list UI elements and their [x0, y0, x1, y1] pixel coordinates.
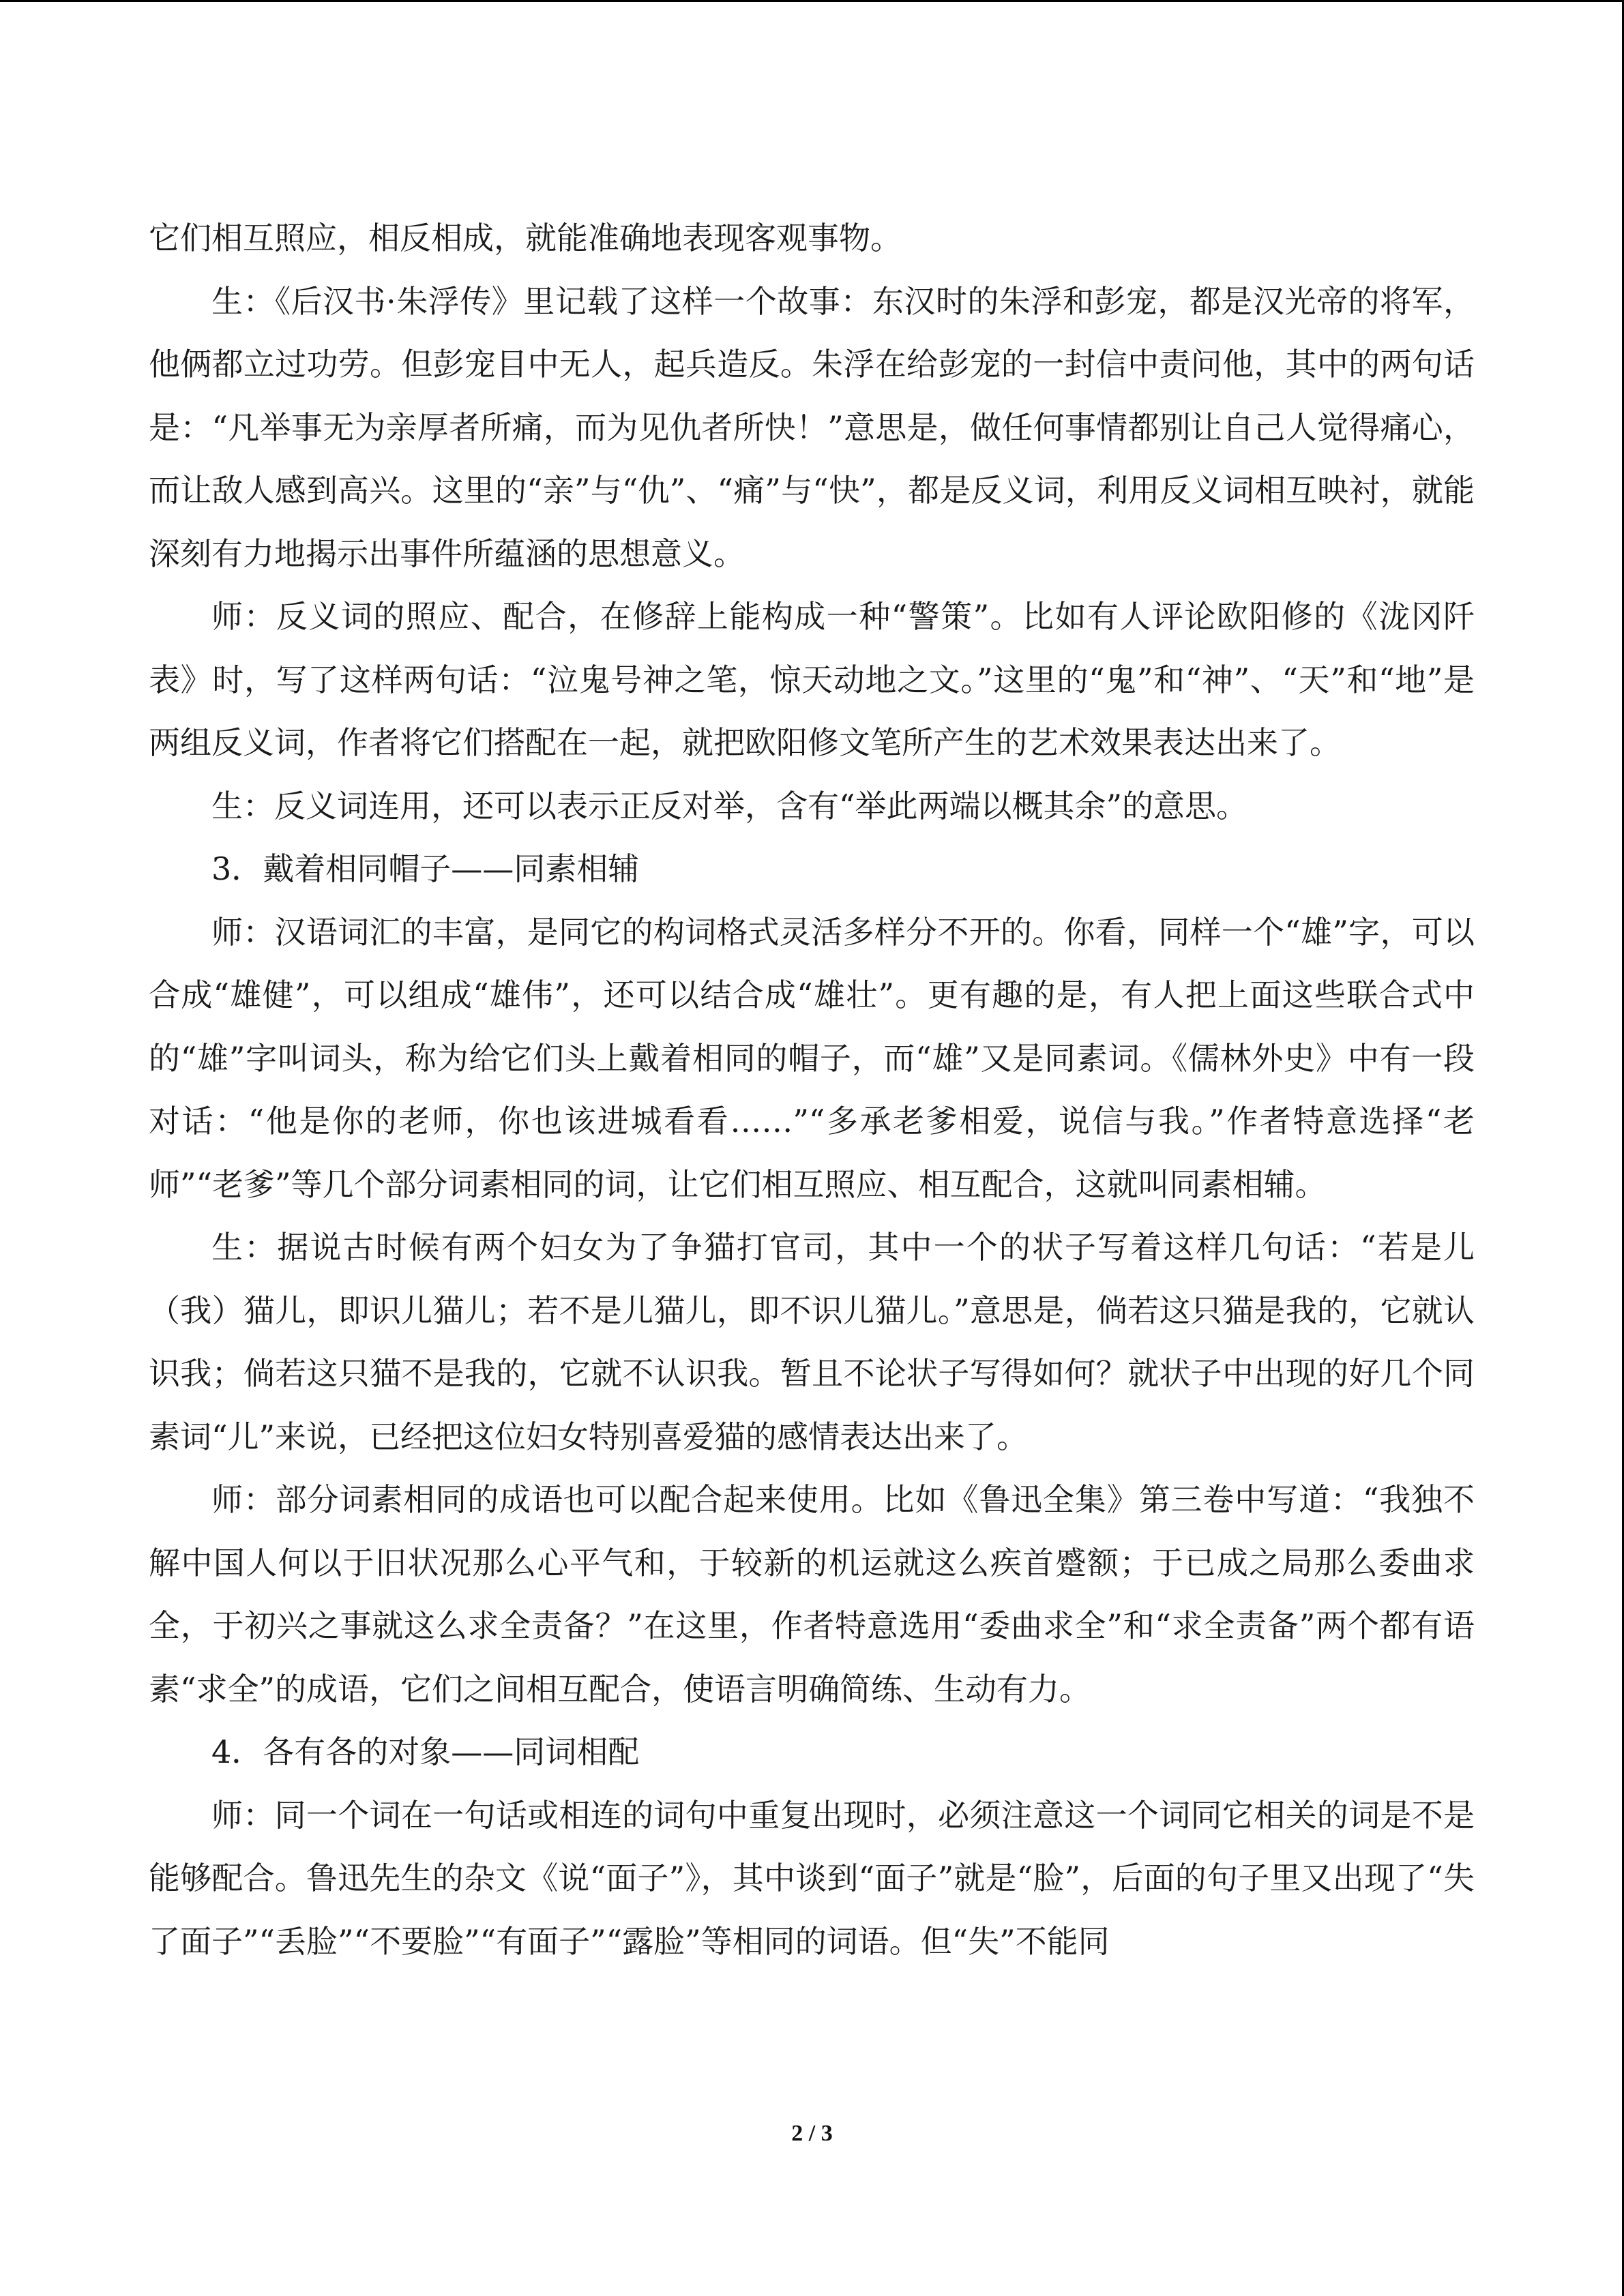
- paragraph-tongci-xiangpei: 师：同一个词在一句话或相连的词句中重复出现时，必须注意这一个词同它相关的词是不是能够配合。鲁迅先生的杂文《说“面子”》，其中谈到“面子”就是“脸”，后面的句子里又出现了“失了面子”“丢脸”“不要脸”“有面子”“露脸”等相同的词语。但“失”不能同: [149, 1796, 1475, 1960]
- paragraph-cat-lawsuit: 生：据说古时候有两个妇女为了争猫打官司，其中一个的状子写着这样几句话：“若是儿（我）猫儿，即识儿猫儿；若不是儿猫儿，即不识儿猫儿。”意思是，倘若这只猫是我的，它就认识我；倘若这只猫不是我的，它就不认识我。暂且不论状子写得如何？就状子中出现的好几个同素词“儿”来说，已经把这位妇女特别喜爱猫的感情表达出来了。: [149, 1229, 1475, 1455]
- section-heading-3: 3．戴着相同帽子——同素相辅: [211, 850, 640, 887]
- document-body: [149, 207, 1475, 1973]
- paragraph-tongsu-xiangfu: 师：汉语词汇的丰富，是同它的构词格式灵活多样分不开的。你看，同样一个“雄”字，可以合成“雄健”，可以组成“雄伟”，还可以结合成“雄壮”。更有趣的是，有人把上面这些联合式中的“雄”字叫词头，称为给它们头上戴着相同的帽子，而“雄”又是同素词。《儒林外史》中有一段对话：“他是你的老师，你也该进城看看……”“多承老爹相爱，说信与我。”作者特意选择“老师”“老爹”等几个部分词素相同的词，让它们相互照应、相互配合，这就叫同素相辅。: [149, 913, 1475, 1203]
- paragraph-zhengfan-duiju: 生：反义词连用，还可以表示正反对举，含有“举此两端以概其余”的意思。: [211, 787, 1248, 824]
- section-heading-4: 4．各有各的对象——同词相配: [211, 1733, 640, 1770]
- paragraph-continuation: 它们相互照应，相反相成，就能准确地表现客观事物。: [149, 220, 902, 256]
- paragraph-zhufu-story: 生：《后汉书·朱浮传》里记载了这样一个故事：东汉时的朱浮和彭宠，都是汉光帝的将军，他俩都立过功劳。但彭宠目中无人，起兵造反。朱浮在给彭宠的一封信中责问他，其中的两句话是：“凡举事无为亲厚者所痛，而为见仇者所快！”意思是，做任何事情都别让自己人觉得痛心，而让敌人感到高兴。这里的“亲”与“仇”、“痛”与“快”，都是反义词，利用反义词相互映衬，就能深刻有力地揭示出事件所蕴涵的思想意义。: [149, 282, 1475, 572]
- page-number: 2 / 3: [791, 2121, 833, 2146]
- paragraph-jingce: 师：反义词的照应、配合，在修辞上能构成一种“警策”。比如有人评论欧阳修的《泷冈阡表》时，写了这样两句话：“泣鬼号神之笔，惊天动地之文。”这里的“鬼”和“神”、“天”和“地”是两组反义词，作者将它们搭配在一起，就把欧阳修文笔所产生的艺术效果表达出来了。: [149, 598, 1475, 761]
- paragraph-luxun-idioms: 师：部分词素相同的成语也可以配合起来使用。比如《鲁迅全集》第三卷中写道：“我独不解中国人何以于旧状况那么心平气和，于较新的机运就这么疾首蹙额；于已成之局那么委曲求全，于初兴之事就这么求全责备？”在这里，作者特意选用“委曲求全”和“求全责备”两个都有语素“求全”的成语，它们之间相互配合，使语言明确简练、生动有力。: [149, 1481, 1475, 1708]
